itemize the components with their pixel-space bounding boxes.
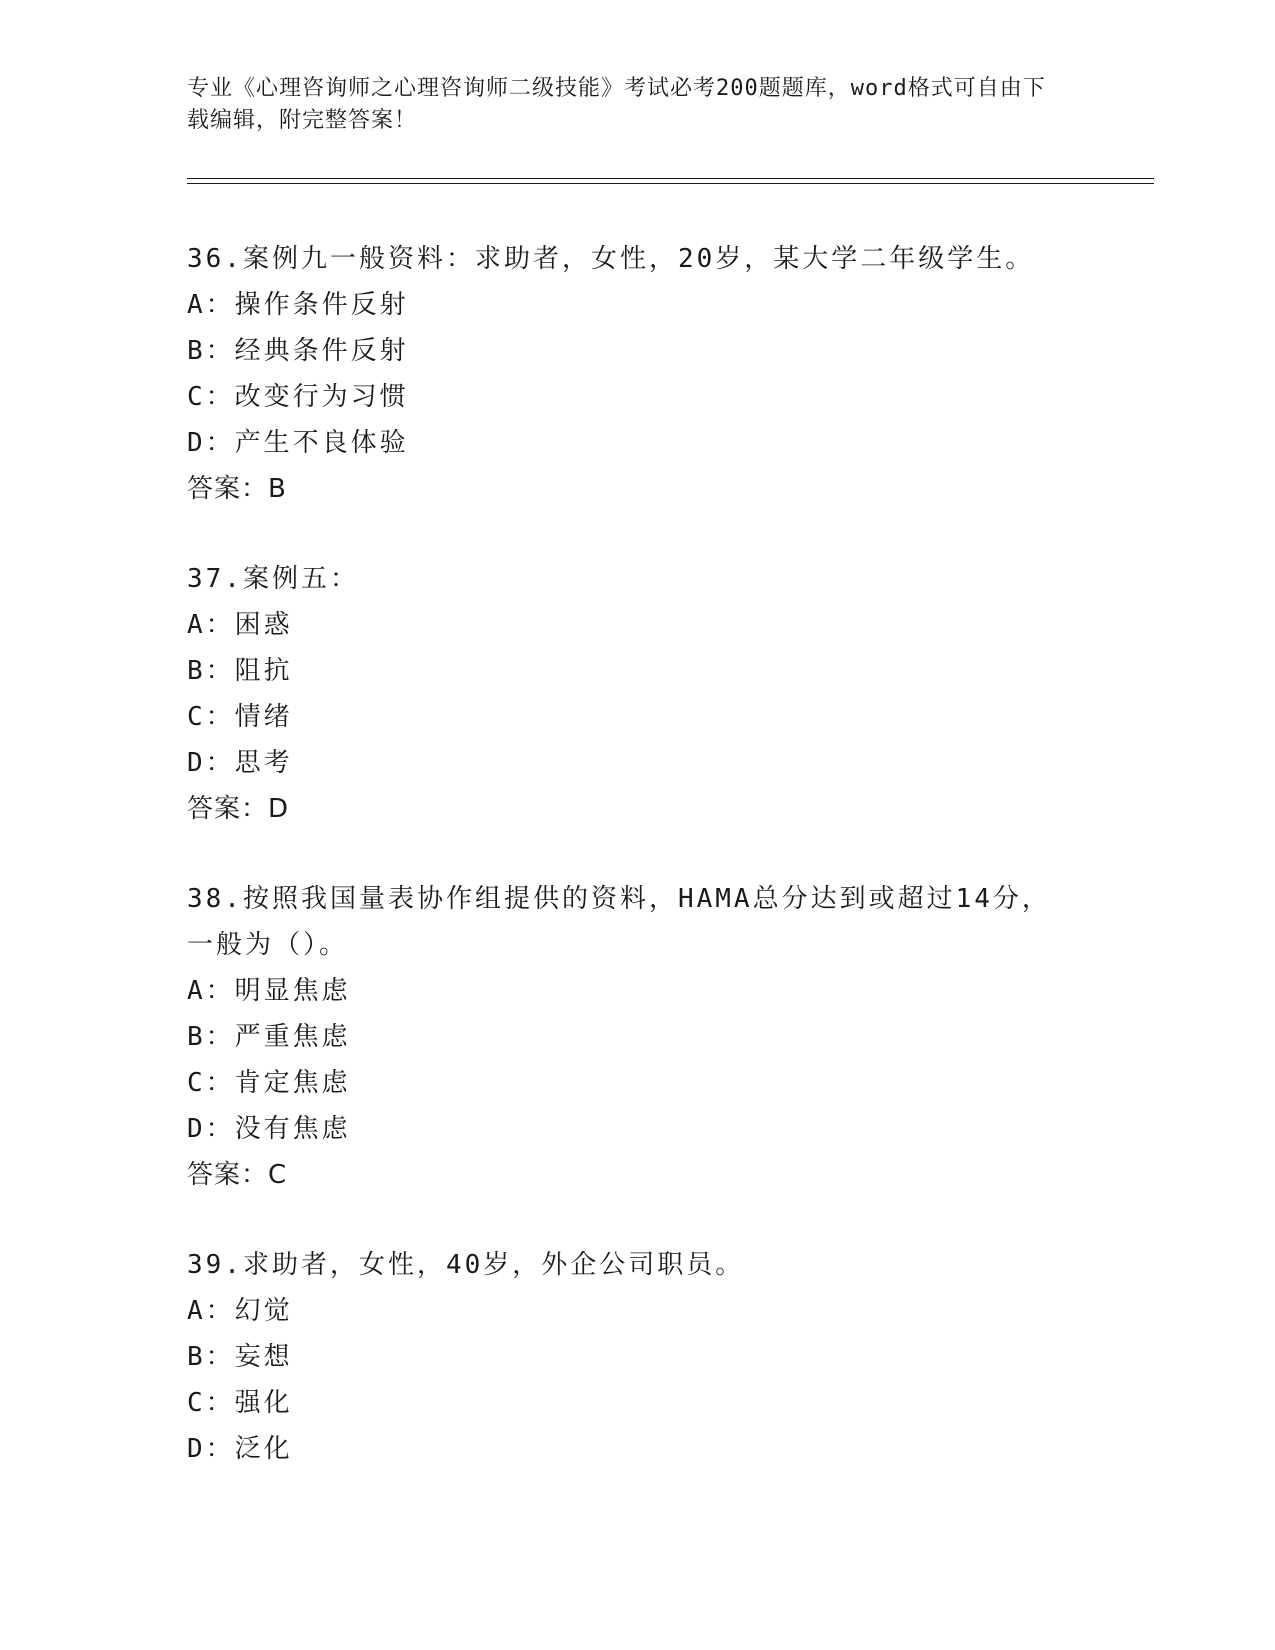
question-stem: 36.案例九一般资料：求助者，女性，20岁，某大学二年级学生。 — [187, 244, 1035, 274]
question-stem: 38.按照我国量表协作组提供的资料，HAMA总分达到或超过14分，一般为（）。 — [187, 884, 1051, 960]
option-c: C：肯定焦虑 — [187, 1068, 351, 1098]
option-a: A：困惑 — [187, 610, 293, 640]
option-b: B：妄想 — [187, 1342, 293, 1372]
question-36 — [187, 236, 1087, 512]
option-c: C：强化 — [187, 1388, 293, 1418]
option-a: A：操作条件反射 — [187, 290, 409, 320]
option-b: B：严重焦虑 — [187, 1022, 351, 1052]
document-header: 专业《心理咨询师之心理咨询师二级技能》考试必考200题题库，word格式可自由下载编辑，附完整答案！ — [187, 76, 1046, 133]
option-b: B：经典条件反射 — [187, 336, 409, 366]
question-39 — [187, 1242, 1087, 1472]
option-a: A：幻觉 — [187, 1296, 293, 1326]
question-stem: 37.案例五： — [187, 564, 359, 594]
option-d: D：泛化 — [187, 1434, 293, 1464]
question-38 — [187, 876, 1087, 1198]
option-a: A：明显焦虑 — [187, 976, 351, 1006]
option-d: D：思考 — [187, 748, 293, 778]
header-divider-top — [187, 178, 1154, 179]
answer-line: 答案：B — [187, 474, 287, 504]
answer-line: 答案：C — [187, 1160, 288, 1190]
answer-line: 答案：D — [187, 794, 290, 824]
option-c: C：情绪 — [187, 702, 293, 732]
option-d: D：产生不良体验 — [187, 428, 409, 458]
option-d: D：没有焦虑 — [187, 1114, 351, 1144]
option-c: C：改变行为习惯 — [187, 382, 409, 412]
option-b: B：阻抗 — [187, 656, 293, 686]
question-stem: 39.求助者，女性，40岁，外企公司职员。 — [187, 1250, 745, 1280]
question-37 — [187, 556, 1087, 832]
header-divider-bottom — [187, 183, 1154, 184]
